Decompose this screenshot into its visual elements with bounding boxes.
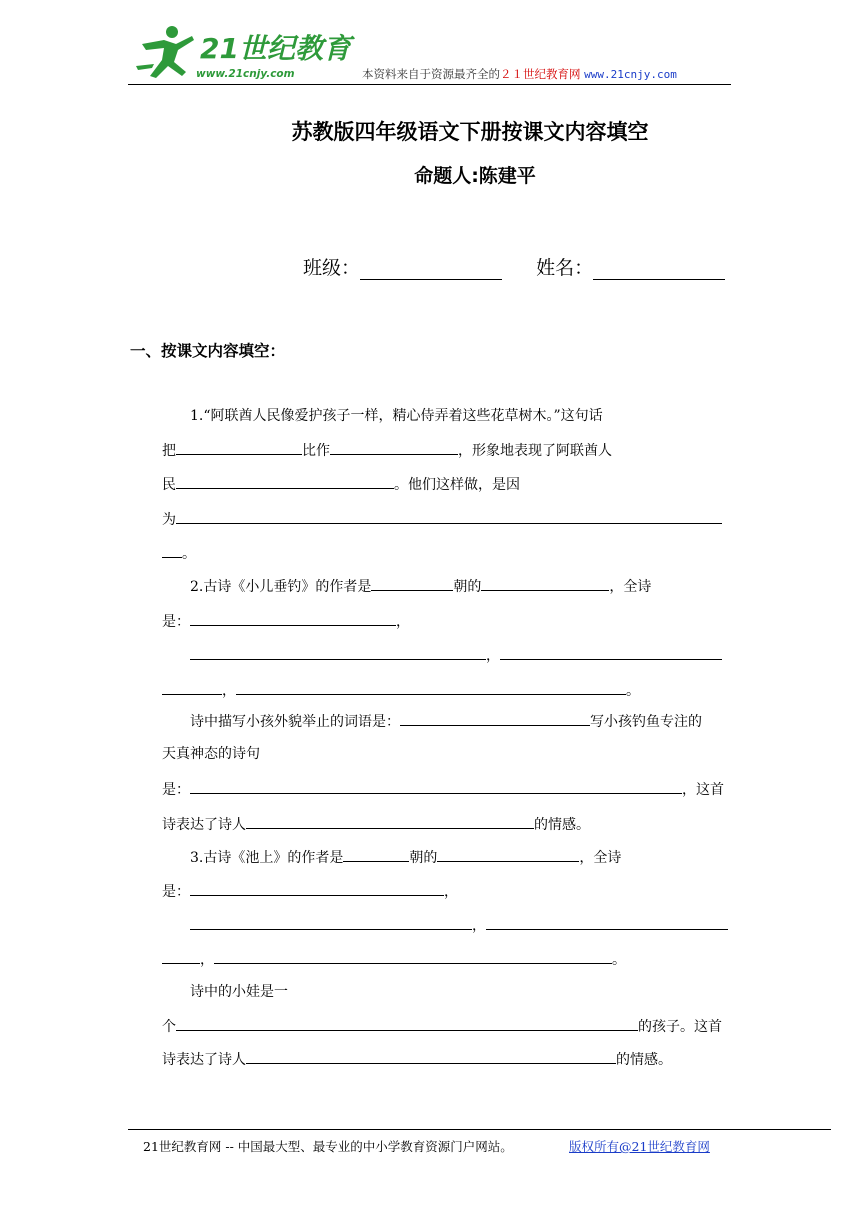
q3-line-5: 诗中的小娃是一	[190, 984, 288, 1000]
21cnjy-logo	[134, 22, 351, 84]
q2-line-8: 诗表达了诗人 的情感。	[162, 813, 590, 833]
fill-blank[interactable]	[162, 948, 200, 964]
fill-blank[interactable]	[500, 644, 722, 660]
fill-blank[interactable]	[162, 542, 182, 558]
q1-line-3: 民 。他们这样做，是因	[162, 473, 520, 493]
class-label: 班级：	[303, 257, 361, 279]
fill-blank[interactable]	[190, 644, 486, 660]
fill-blank[interactable]	[330, 439, 458, 455]
fill-blank[interactable]	[400, 710, 590, 726]
q3-line-2: 是： ，	[162, 880, 458, 900]
fill-blank[interactable]	[176, 473, 394, 489]
q2-line-5: 诗中描写小孩外貌举止的词语是： 写小孩钓鱼专注的	[190, 710, 702, 730]
q2-line-2: 是： ，	[162, 610, 410, 630]
footer-text: 21世纪教育网 -- 中国最大型、最专业的中小学教育资源门户网站。	[143, 1139, 513, 1154]
q3-line-1: 3.古诗《池上》的作者是 朝的 ，全诗	[190, 846, 621, 866]
q1-line-1: 1.“阿联酋人民像爱护孩子一样，精心侍弄着这些花草树木。”这句话	[190, 408, 603, 424]
fill-blank[interactable]	[190, 880, 444, 896]
q2-line-1: 2.古诗《小儿垂钓》的作者是 朝的 ，全诗	[190, 575, 651, 595]
fill-blank[interactable]	[176, 1015, 638, 1031]
fill-blank[interactable]	[190, 914, 472, 930]
q3-line-6: 个 的孩子。这首	[162, 1015, 722, 1035]
q3-line-7: 诗表达了诗人 的情感。	[162, 1048, 672, 1068]
fill-blank[interactable]	[371, 575, 453, 591]
q2-line-4: ， 。	[162, 679, 640, 699]
header-url: www.21cnjy.com	[584, 68, 677, 81]
fill-blank[interactable]	[437, 846, 579, 862]
q3-line-4: ， 。	[162, 948, 626, 968]
name-label: 姓名：	[536, 257, 594, 279]
fill-blank[interactable]	[236, 679, 626, 695]
footer-divider	[128, 1129, 831, 1130]
svg-text:www.21cnjy.com: www.21cnjy.com	[196, 68, 295, 80]
header-divider	[128, 84, 731, 85]
fill-blank[interactable]	[343, 846, 409, 862]
q3-line-3: ，	[190, 914, 728, 934]
fill-blank[interactable]	[190, 778, 682, 794]
class-name-line	[303, 253, 725, 280]
page-header	[0, 0, 860, 90]
fill-blank[interactable]	[190, 610, 396, 626]
fill-blank[interactable]	[176, 508, 722, 524]
header-note: 本资料来自于资源最齐全的２１世纪教育网 www.21cnjy.com	[362, 67, 677, 81]
q2-line-6: 天真神态的诗句	[162, 746, 260, 762]
fill-blank[interactable]	[246, 1048, 616, 1064]
page-title: 苏教版四年级语文下册按课文内容填空	[291, 120, 649, 144]
q2-line-3: ，	[190, 644, 722, 664]
class-blank[interactable]	[360, 259, 502, 280]
q2-line-7: 是： ，这首	[162, 778, 724, 798]
page-footer	[143, 1137, 710, 1155]
page-author: 命题人:陈建平	[414, 165, 536, 187]
fill-blank[interactable]	[481, 575, 609, 591]
fill-blank[interactable]	[162, 679, 222, 695]
fill-blank[interactable]	[214, 948, 612, 964]
fill-blank[interactable]	[176, 439, 302, 455]
q1-line-4: 为	[162, 508, 722, 528]
fill-blank[interactable]	[246, 813, 534, 829]
footer-copyright-link[interactable]: 版权所有@21世纪教育网	[569, 1139, 710, 1154]
section-title: 一、按课文内容填空：	[130, 342, 286, 360]
runner-icon	[136, 26, 194, 78]
q1-line-2: 把 比作 ，形象地表现了阿联酋人	[162, 439, 612, 459]
name-blank[interactable]	[593, 259, 725, 280]
fill-blank[interactable]	[486, 914, 728, 930]
header-brand: ２１世纪教育网	[500, 67, 581, 81]
svg-text:21世纪教育: 21世纪教育	[200, 32, 351, 65]
q1-line-5: 。	[162, 542, 196, 562]
